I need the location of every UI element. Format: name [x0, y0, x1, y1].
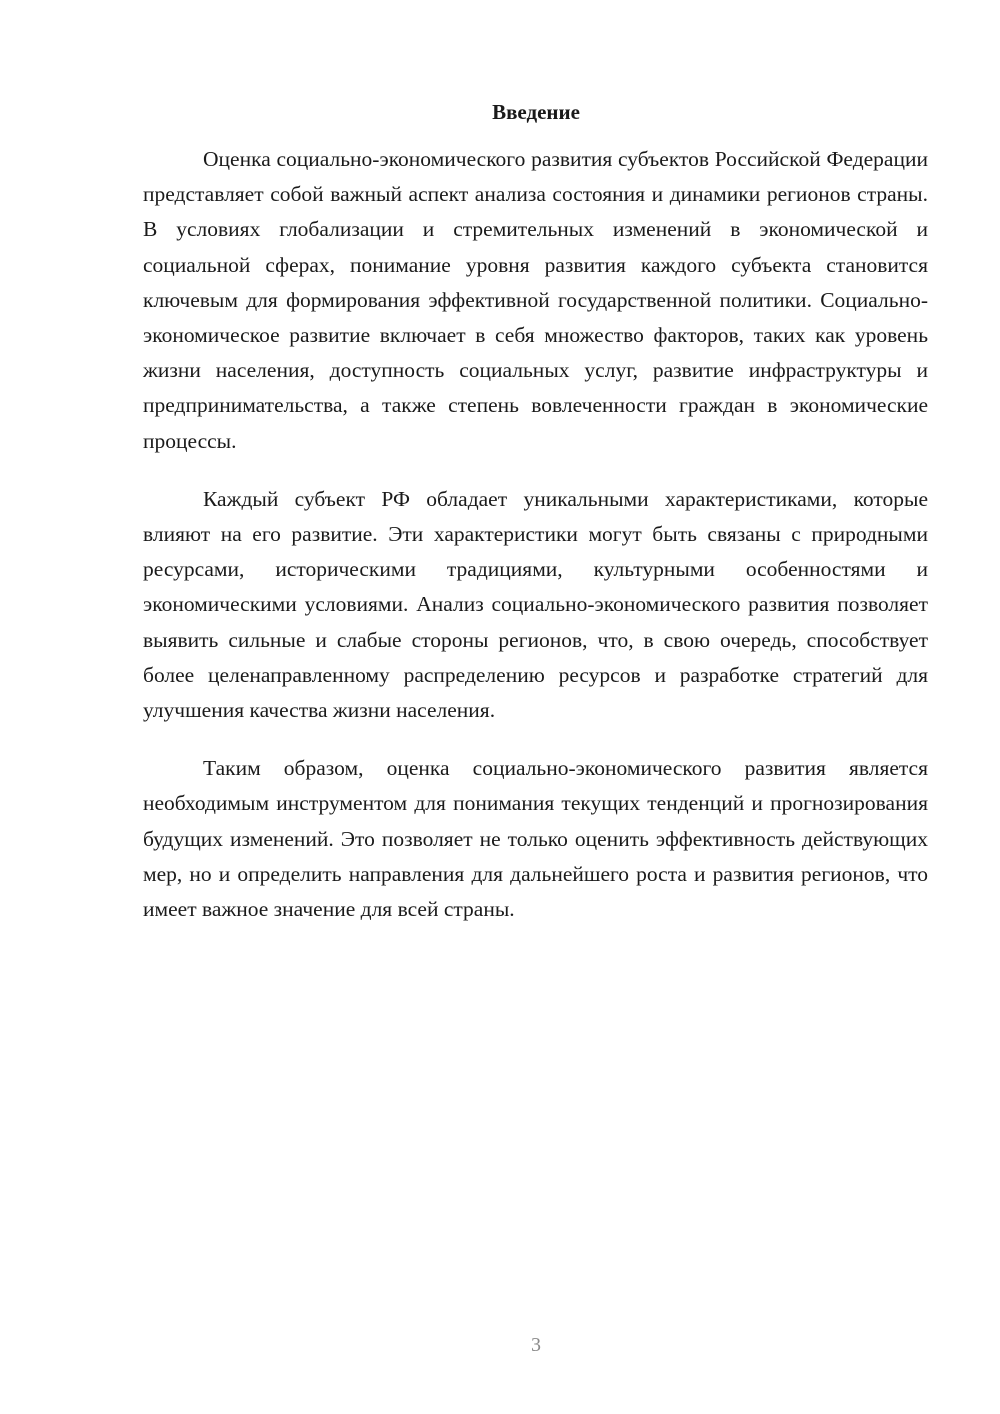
- body-text: [143, 142, 928, 950]
- page-number: 3: [531, 1334, 541, 1356]
- paragraph-2: Каждый субъект РФ обладает уникальными характеристиками, которые влияют на его развитие. Эти характеристики могут быть связаны с природными ресурсами, историческими традициями, культурными особенностями и экономическими условиями. Анализ социально-экономического развития позволяет выявить сильные и слабые стороны регионов, что, в свою очередь, способствует более целенаправленному распределению ресурсов и разработке стратегий для улучшения качества жизни населения.: [143, 486, 928, 723]
- section-heading: Введение: [492, 100, 580, 124]
- paragraph-3: Таким образом, оценка социально-экономического развития является необходимым инструментом для понимания текущих тенденций и прогнозирования будущих изменений. Это позволяет не только оценить эффективность действующих мер, но и определить направления для дальнейшего роста и развития регионов, что имеет важное значение для всей страны.: [143, 756, 928, 922]
- paragraph-1: Оценка социально-экономического развития субъектов Российской Федерации представляет собой важный аспект анализа состояния и динамики регионов страны. В условиях глобализации и стремительных изменений в экономической и социальной сферах, понимание уровня развития каждого субъекта становится ключевым для формирования эффективной государственной политики. Социально-экономическое развитие включает в себя множество факторов, таких как уровень жизни населения, доступность социальных услуг, развитие инфраструктуры и предпринимательства, а также степень вовлеченности граждан в экономические процессы.: [143, 147, 928, 453]
